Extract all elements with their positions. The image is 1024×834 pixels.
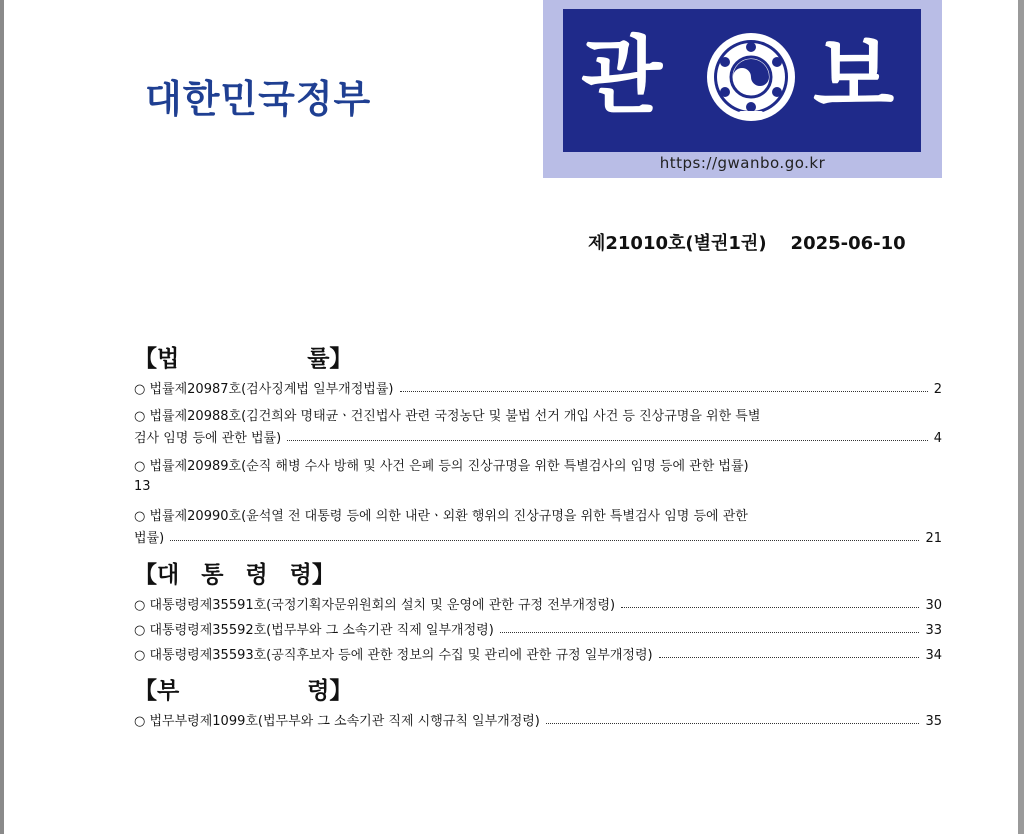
page-number: 2 — [933, 382, 942, 397]
toc-entry[interactable] — [134, 377, 942, 397]
toc-entry[interactable] — [134, 426, 942, 446]
dot-leader — [500, 631, 920, 633]
heading-char: 【부 — [134, 678, 180, 704]
page-number: 13 — [134, 479, 151, 494]
gazette-masthead — [543, 0, 942, 178]
page-right-edge — [1018, 0, 1024, 834]
issue-date: 2025-06-10 — [790, 233, 906, 254]
masthead-char-gwan: 관 — [581, 27, 663, 125]
heading-char: 령】 — [289, 562, 335, 588]
dot-leader — [546, 722, 920, 724]
toc-entry[interactable] — [134, 526, 942, 546]
dot-leader — [170, 539, 919, 541]
bullet-icon: ○ — [134, 459, 146, 474]
gazette-url[interactable]: https://gwanbo.go.kr — [659, 154, 826, 172]
toc-entry[interactable] — [134, 643, 942, 663]
government-title: 대한민국정부 — [145, 77, 372, 121]
bullet-icon: ○ — [134, 409, 146, 424]
heading-char: 령】 — [307, 678, 353, 704]
dot-leader — [400, 390, 928, 392]
toc-entry[interactable] — [134, 709, 942, 729]
page-left-edge — [0, 0, 4, 834]
bullet-icon: ○ — [134, 509, 146, 524]
heading-char: 령 — [245, 562, 268, 588]
bullet-icon: ○ — [134, 382, 146, 397]
heading-char: 【법 — [134, 346, 180, 372]
section-heading-decrees — [134, 556, 335, 589]
entry-title: 대통령령제35591호(국정기획자문위원회의 설치 및 운영에 관한 규정 전부개정령) — [149, 598, 616, 613]
entry-title: 법률제20989호(순직 해병 수사 방해 및 사건 은폐 등의 진상규명을 위한 특별검사의 임명 등에 관한 법률) — [149, 459, 749, 474]
entry-title: 법률제20990호(윤석열 전 대통령 등에 의한 내란ㆍ외환 행위의 진상규명을 위한 특별검사 임명 등에 관한 — [149, 509, 748, 524]
dot-leader — [659, 656, 920, 658]
masthead-banner — [563, 9, 921, 152]
page-number: 33 — [925, 623, 942, 638]
toc-entry-line[interactable] — [134, 455, 749, 474]
national-emblem-icon — [703, 29, 799, 125]
page-number: 30 — [925, 598, 942, 613]
heading-char: 통 — [201, 562, 224, 588]
masthead-char-bo: 보 — [813, 27, 895, 125]
toc-entry-line[interactable] — [134, 505, 748, 524]
toc-entry[interactable] — [134, 618, 942, 638]
entry-title-continued: 검사 임명 등에 관한 법률) — [134, 431, 282, 446]
page-number: 34 — [925, 648, 942, 663]
section-heading-laws — [134, 340, 352, 373]
issue-number: 제21010호(별권1권) — [588, 233, 767, 254]
entry-title: 법무부령제1099호(법무부와 그 소속기관 직제 시행규칙 일부개정령) — [149, 714, 540, 729]
entry-title-continued: 법률) — [134, 531, 165, 546]
heading-char: 률】 — [307, 346, 353, 372]
page-number: 4 — [933, 431, 942, 446]
toc-entry-line[interactable] — [134, 405, 760, 424]
page-number: 21 — [925, 531, 942, 546]
bullet-icon: ○ — [134, 598, 146, 613]
heading-char: 【대 — [134, 562, 180, 588]
entry-title: 대통령령제35592호(법무부와 그 소속기관 직제 일부개정령) — [149, 623, 494, 638]
dot-leader — [621, 606, 919, 608]
entry-title: 법률제20987호(검사징계법 일부개정법률) — [149, 382, 394, 397]
bullet-icon: ○ — [134, 714, 146, 729]
toc-entry[interactable] — [134, 593, 942, 613]
entry-title: 법률제20988호(김건희와 명태균ㆍ건진법사 관련 국정농단 및 불법 선거 개입 사건 등 진상규명을 위한 특별 — [149, 409, 761, 424]
page-number: 35 — [925, 714, 942, 729]
entry-title: 대통령령제35593호(공직후보자 등에 관한 정보의 수집 및 관리에 관한 규정 일부개정령) — [149, 648, 653, 663]
section-heading-ministry — [134, 672, 352, 705]
issue-info — [588, 229, 906, 255]
bullet-icon: ○ — [134, 648, 146, 663]
bullet-icon: ○ — [134, 623, 146, 638]
dot-leader — [287, 439, 928, 441]
